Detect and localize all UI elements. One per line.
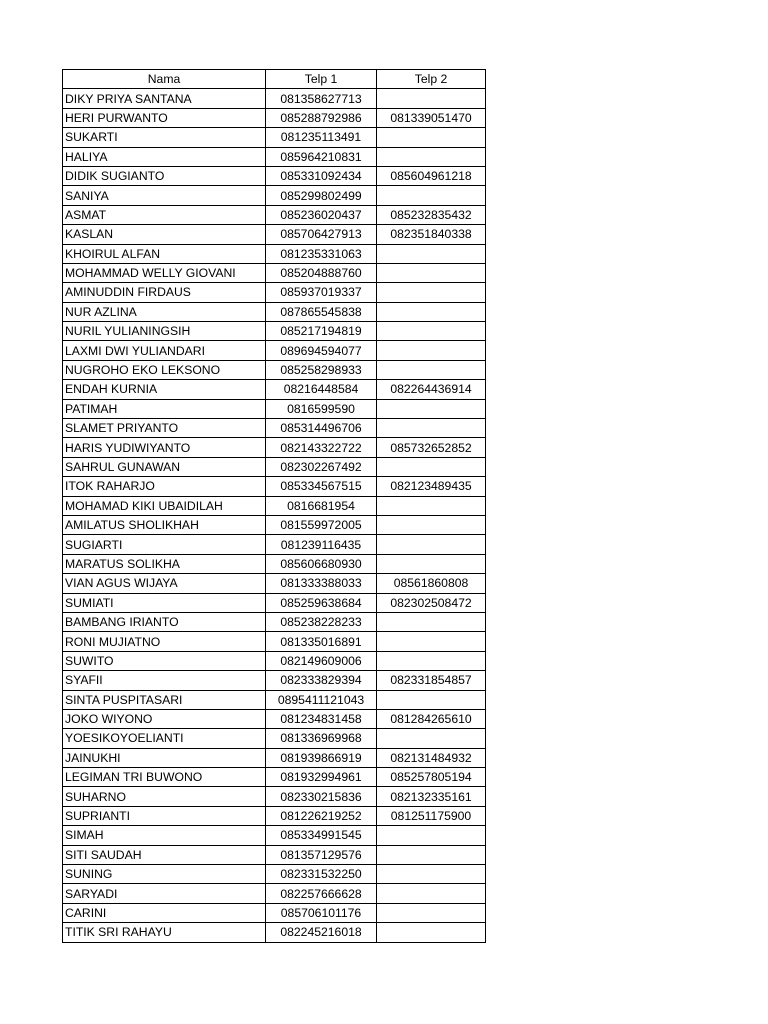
telp-2-cell xyxy=(377,923,486,942)
telp-1-cell: 085288792986 xyxy=(266,108,377,127)
table-row xyxy=(63,671,486,690)
telp-1-cell: 081335016891 xyxy=(266,632,377,651)
name-cell: SYAFII xyxy=(63,671,266,690)
name-cell: LAXMI DWI YULIANDARI xyxy=(63,341,266,360)
telp-1-cell: 081939866919 xyxy=(266,748,377,767)
name-cell: AMINUDDIN FIRDAUS xyxy=(63,283,266,302)
telp-2-cell: 082131484932 xyxy=(377,748,486,767)
name-cell: SUWITO xyxy=(63,651,266,670)
telp-2-cell xyxy=(377,147,486,166)
telp-2-cell: 085232835432 xyxy=(377,205,486,224)
telp-2-cell: 085257805194 xyxy=(377,768,486,787)
telp-2-cell: 081284265610 xyxy=(377,709,486,728)
name-cell: SLAMET PRIYANTO xyxy=(63,419,266,438)
telp-1-cell: 081333388033 xyxy=(266,574,377,593)
name-cell: SAHRUL GUNAWAN xyxy=(63,457,266,476)
name-cell: YOESIKOYOELIANTI xyxy=(63,729,266,748)
name-cell: PATIMAH xyxy=(63,399,266,418)
telp-2-cell xyxy=(377,865,486,884)
name-cell: TITIK SRI RAHAYU xyxy=(63,923,266,942)
table-row xyxy=(63,729,486,748)
table-row xyxy=(63,225,486,244)
telp-1-cell: 082302267492 xyxy=(266,457,377,476)
name-cell: SUKARTI xyxy=(63,128,266,147)
telp-1-cell: 081235113491 xyxy=(266,128,377,147)
name-cell: HARIS YUDIWIYANTO xyxy=(63,438,266,457)
table-row xyxy=(63,826,486,845)
telp-2-cell: 082351840338 xyxy=(377,225,486,244)
telp-1-cell: 08216448584 xyxy=(266,380,377,399)
table-row xyxy=(63,457,486,476)
telp-2-cell xyxy=(377,263,486,282)
table-body xyxy=(63,89,486,942)
telp-1-cell: 081235331063 xyxy=(266,244,377,263)
table-row xyxy=(63,399,486,418)
table-row xyxy=(63,438,486,457)
name-cell: SINTA PUSPITASARI xyxy=(63,690,266,709)
telp-1-cell: 085204888760 xyxy=(266,263,377,282)
telp-1-cell: 081226219252 xyxy=(266,806,377,825)
table-row xyxy=(63,574,486,593)
name-cell: MOHAMMAD WELLY GIOVANI xyxy=(63,263,266,282)
name-cell: SUNING xyxy=(63,865,266,884)
table-row xyxy=(63,166,486,185)
table-row xyxy=(63,419,486,438)
telp-2-cell xyxy=(377,903,486,922)
telp-1-cell: 081559972005 xyxy=(266,515,377,534)
table-row xyxy=(63,205,486,224)
telp-2-cell: 082123489435 xyxy=(377,477,486,496)
name-cell: VIAN AGUS WIJAYA xyxy=(63,574,266,593)
telp-1-cell: 082149609006 xyxy=(266,651,377,670)
telp-2-cell xyxy=(377,419,486,438)
table-row xyxy=(63,709,486,728)
telp-1-cell: 081336969968 xyxy=(266,729,377,748)
telp-2-cell xyxy=(377,884,486,903)
name-cell: ASMAT xyxy=(63,205,266,224)
telp-2-cell xyxy=(377,826,486,845)
telp-1-cell: 085238228233 xyxy=(266,612,377,631)
name-cell: SANIYA xyxy=(63,186,266,205)
telp-2-cell xyxy=(377,89,486,108)
table-row xyxy=(63,632,486,651)
table-row xyxy=(63,108,486,127)
table-row xyxy=(63,535,486,554)
name-cell: NUGROHO EKO LEKSONO xyxy=(63,360,266,379)
telp-1-cell: 085706101176 xyxy=(266,903,377,922)
telp-2-cell xyxy=(377,632,486,651)
telp-2-cell: 08561860808 xyxy=(377,574,486,593)
telp-1-cell: 082245216018 xyxy=(266,923,377,942)
telp-1-cell: 085334991545 xyxy=(266,826,377,845)
table-row xyxy=(63,690,486,709)
telp-2-cell xyxy=(377,457,486,476)
telp-2-cell xyxy=(377,322,486,341)
telp-2-cell xyxy=(377,515,486,534)
table-row xyxy=(63,554,486,573)
telp-1-cell: 081234831458 xyxy=(266,709,377,728)
name-cell: CARINI xyxy=(63,903,266,922)
telp-1-cell: 081239116435 xyxy=(266,535,377,554)
table-row xyxy=(63,380,486,399)
telp-1-cell: 085258298933 xyxy=(266,360,377,379)
name-cell: NURIL YULIANINGSIH xyxy=(63,322,266,341)
table-row xyxy=(63,496,486,515)
name-cell: LEGIMAN TRI BUWONO xyxy=(63,768,266,787)
telp-2-cell xyxy=(377,690,486,709)
name-cell: SARYADI xyxy=(63,884,266,903)
column-header-nama: Nama xyxy=(63,70,266,89)
table-row xyxy=(63,903,486,922)
telp-2-cell xyxy=(377,244,486,263)
telp-2-cell xyxy=(377,729,486,748)
telp-1-cell: 0816599590 xyxy=(266,399,377,418)
telp-2-cell xyxy=(377,845,486,864)
table-row xyxy=(63,593,486,612)
telp-1-cell: 085964210831 xyxy=(266,147,377,166)
telp-2-cell: 081339051470 xyxy=(377,108,486,127)
telp-1-cell: 081932994961 xyxy=(266,768,377,787)
telp-2-cell xyxy=(377,554,486,573)
telp-2-cell xyxy=(377,612,486,631)
table-row xyxy=(63,923,486,942)
telp-1-cell: 085236020437 xyxy=(266,205,377,224)
telp-1-cell: 082257666628 xyxy=(266,884,377,903)
telp-1-cell: 0816681954 xyxy=(266,496,377,515)
telp-1-cell: 081357129576 xyxy=(266,845,377,864)
table-row xyxy=(63,515,486,534)
name-cell: SUMIATI xyxy=(63,593,266,612)
name-cell: SIMAH xyxy=(63,826,266,845)
telp-1-cell: 085937019337 xyxy=(266,283,377,302)
name-cell: KHOIRUL ALFAN xyxy=(63,244,266,263)
name-cell: MOHAMAD KIKI UBAIDILAH xyxy=(63,496,266,515)
telp-2-cell xyxy=(377,341,486,360)
table-row xyxy=(63,360,486,379)
table-row xyxy=(63,147,486,166)
telp-2-cell xyxy=(377,399,486,418)
table-row xyxy=(63,884,486,903)
name-cell: RONI MUJIATNO xyxy=(63,632,266,651)
name-cell: DIDIK SUGIANTO xyxy=(63,166,266,185)
telp-1-cell: 081358627713 xyxy=(266,89,377,108)
name-cell: HERI PURWANTO xyxy=(63,108,266,127)
name-cell: ITOK RAHARJO xyxy=(63,477,266,496)
telp-2-cell xyxy=(377,128,486,147)
telp-2-cell xyxy=(377,283,486,302)
name-cell: DIKY PRIYA SANTANA xyxy=(63,89,266,108)
table-row xyxy=(63,263,486,282)
table-row xyxy=(63,322,486,341)
table-row xyxy=(63,865,486,884)
telp-1-cell: 082333829394 xyxy=(266,671,377,690)
name-cell: JAINUKHI xyxy=(63,748,266,767)
telp-1-cell: 085217194819 xyxy=(266,322,377,341)
name-cell: SITI SAUDAH xyxy=(63,845,266,864)
table-row xyxy=(63,787,486,806)
telp-1-cell: 082330215836 xyxy=(266,787,377,806)
name-cell: BAMBANG IRIANTO xyxy=(63,612,266,631)
name-cell: NUR AZLINA xyxy=(63,302,266,321)
contact-table xyxy=(62,69,486,943)
telp-2-cell: 082264436914 xyxy=(377,380,486,399)
telp-1-cell: 0895411121043 xyxy=(266,690,377,709)
telp-2-cell xyxy=(377,186,486,205)
telp-1-cell: 085334567515 xyxy=(266,477,377,496)
telp-1-cell: 082331532250 xyxy=(266,865,377,884)
table-row xyxy=(63,128,486,147)
name-cell: ENDAH KURNIA xyxy=(63,380,266,399)
telp-2-cell: 082132335161 xyxy=(377,787,486,806)
column-header-telp-2: Telp 2 xyxy=(377,70,486,89)
table-row xyxy=(63,89,486,108)
table-row xyxy=(63,477,486,496)
telp-2-cell: 085732652852 xyxy=(377,438,486,457)
name-cell: KASLAN xyxy=(63,225,266,244)
header-row xyxy=(63,70,486,89)
telp-2-cell xyxy=(377,496,486,515)
telp-1-cell: 085706427913 xyxy=(266,225,377,244)
table-row xyxy=(63,186,486,205)
table-row xyxy=(63,768,486,787)
table-row xyxy=(63,845,486,864)
telp-1-cell: 085606680930 xyxy=(266,554,377,573)
table-row xyxy=(63,283,486,302)
name-cell: MARATUS SOLIKHA xyxy=(63,554,266,573)
table-row xyxy=(63,806,486,825)
telp-2-cell: 082302508472 xyxy=(377,593,486,612)
telp-2-cell: 085604961218 xyxy=(377,166,486,185)
table-row xyxy=(63,341,486,360)
name-cell: JOKO WIYONO xyxy=(63,709,266,728)
name-cell: SUPRIANTI xyxy=(63,806,266,825)
telp-2-cell xyxy=(377,360,486,379)
telp-2-cell: 081251175900 xyxy=(377,806,486,825)
table-row xyxy=(63,651,486,670)
telp-2-cell xyxy=(377,302,486,321)
table-row xyxy=(63,244,486,263)
table-row xyxy=(63,748,486,767)
telp-2-cell xyxy=(377,651,486,670)
telp-2-cell: 082331854857 xyxy=(377,671,486,690)
telp-1-cell: 085314496706 xyxy=(266,419,377,438)
name-cell: HALIYA xyxy=(63,147,266,166)
name-cell: SUGIARTI xyxy=(63,535,266,554)
telp-2-cell xyxy=(377,535,486,554)
telp-1-cell: 082143322722 xyxy=(266,438,377,457)
telp-1-cell: 087865545838 xyxy=(266,302,377,321)
column-header-telp-1: Telp 1 xyxy=(266,70,377,89)
telp-1-cell: 085299802499 xyxy=(266,186,377,205)
telp-1-cell: 085331092434 xyxy=(266,166,377,185)
table-row xyxy=(63,612,486,631)
name-cell: AMILATUS SHOLIKHAH xyxy=(63,515,266,534)
telp-1-cell: 089694594077 xyxy=(266,341,377,360)
telp-1-cell: 085259638684 xyxy=(266,593,377,612)
table-row xyxy=(63,302,486,321)
name-cell: SUHARNO xyxy=(63,787,266,806)
